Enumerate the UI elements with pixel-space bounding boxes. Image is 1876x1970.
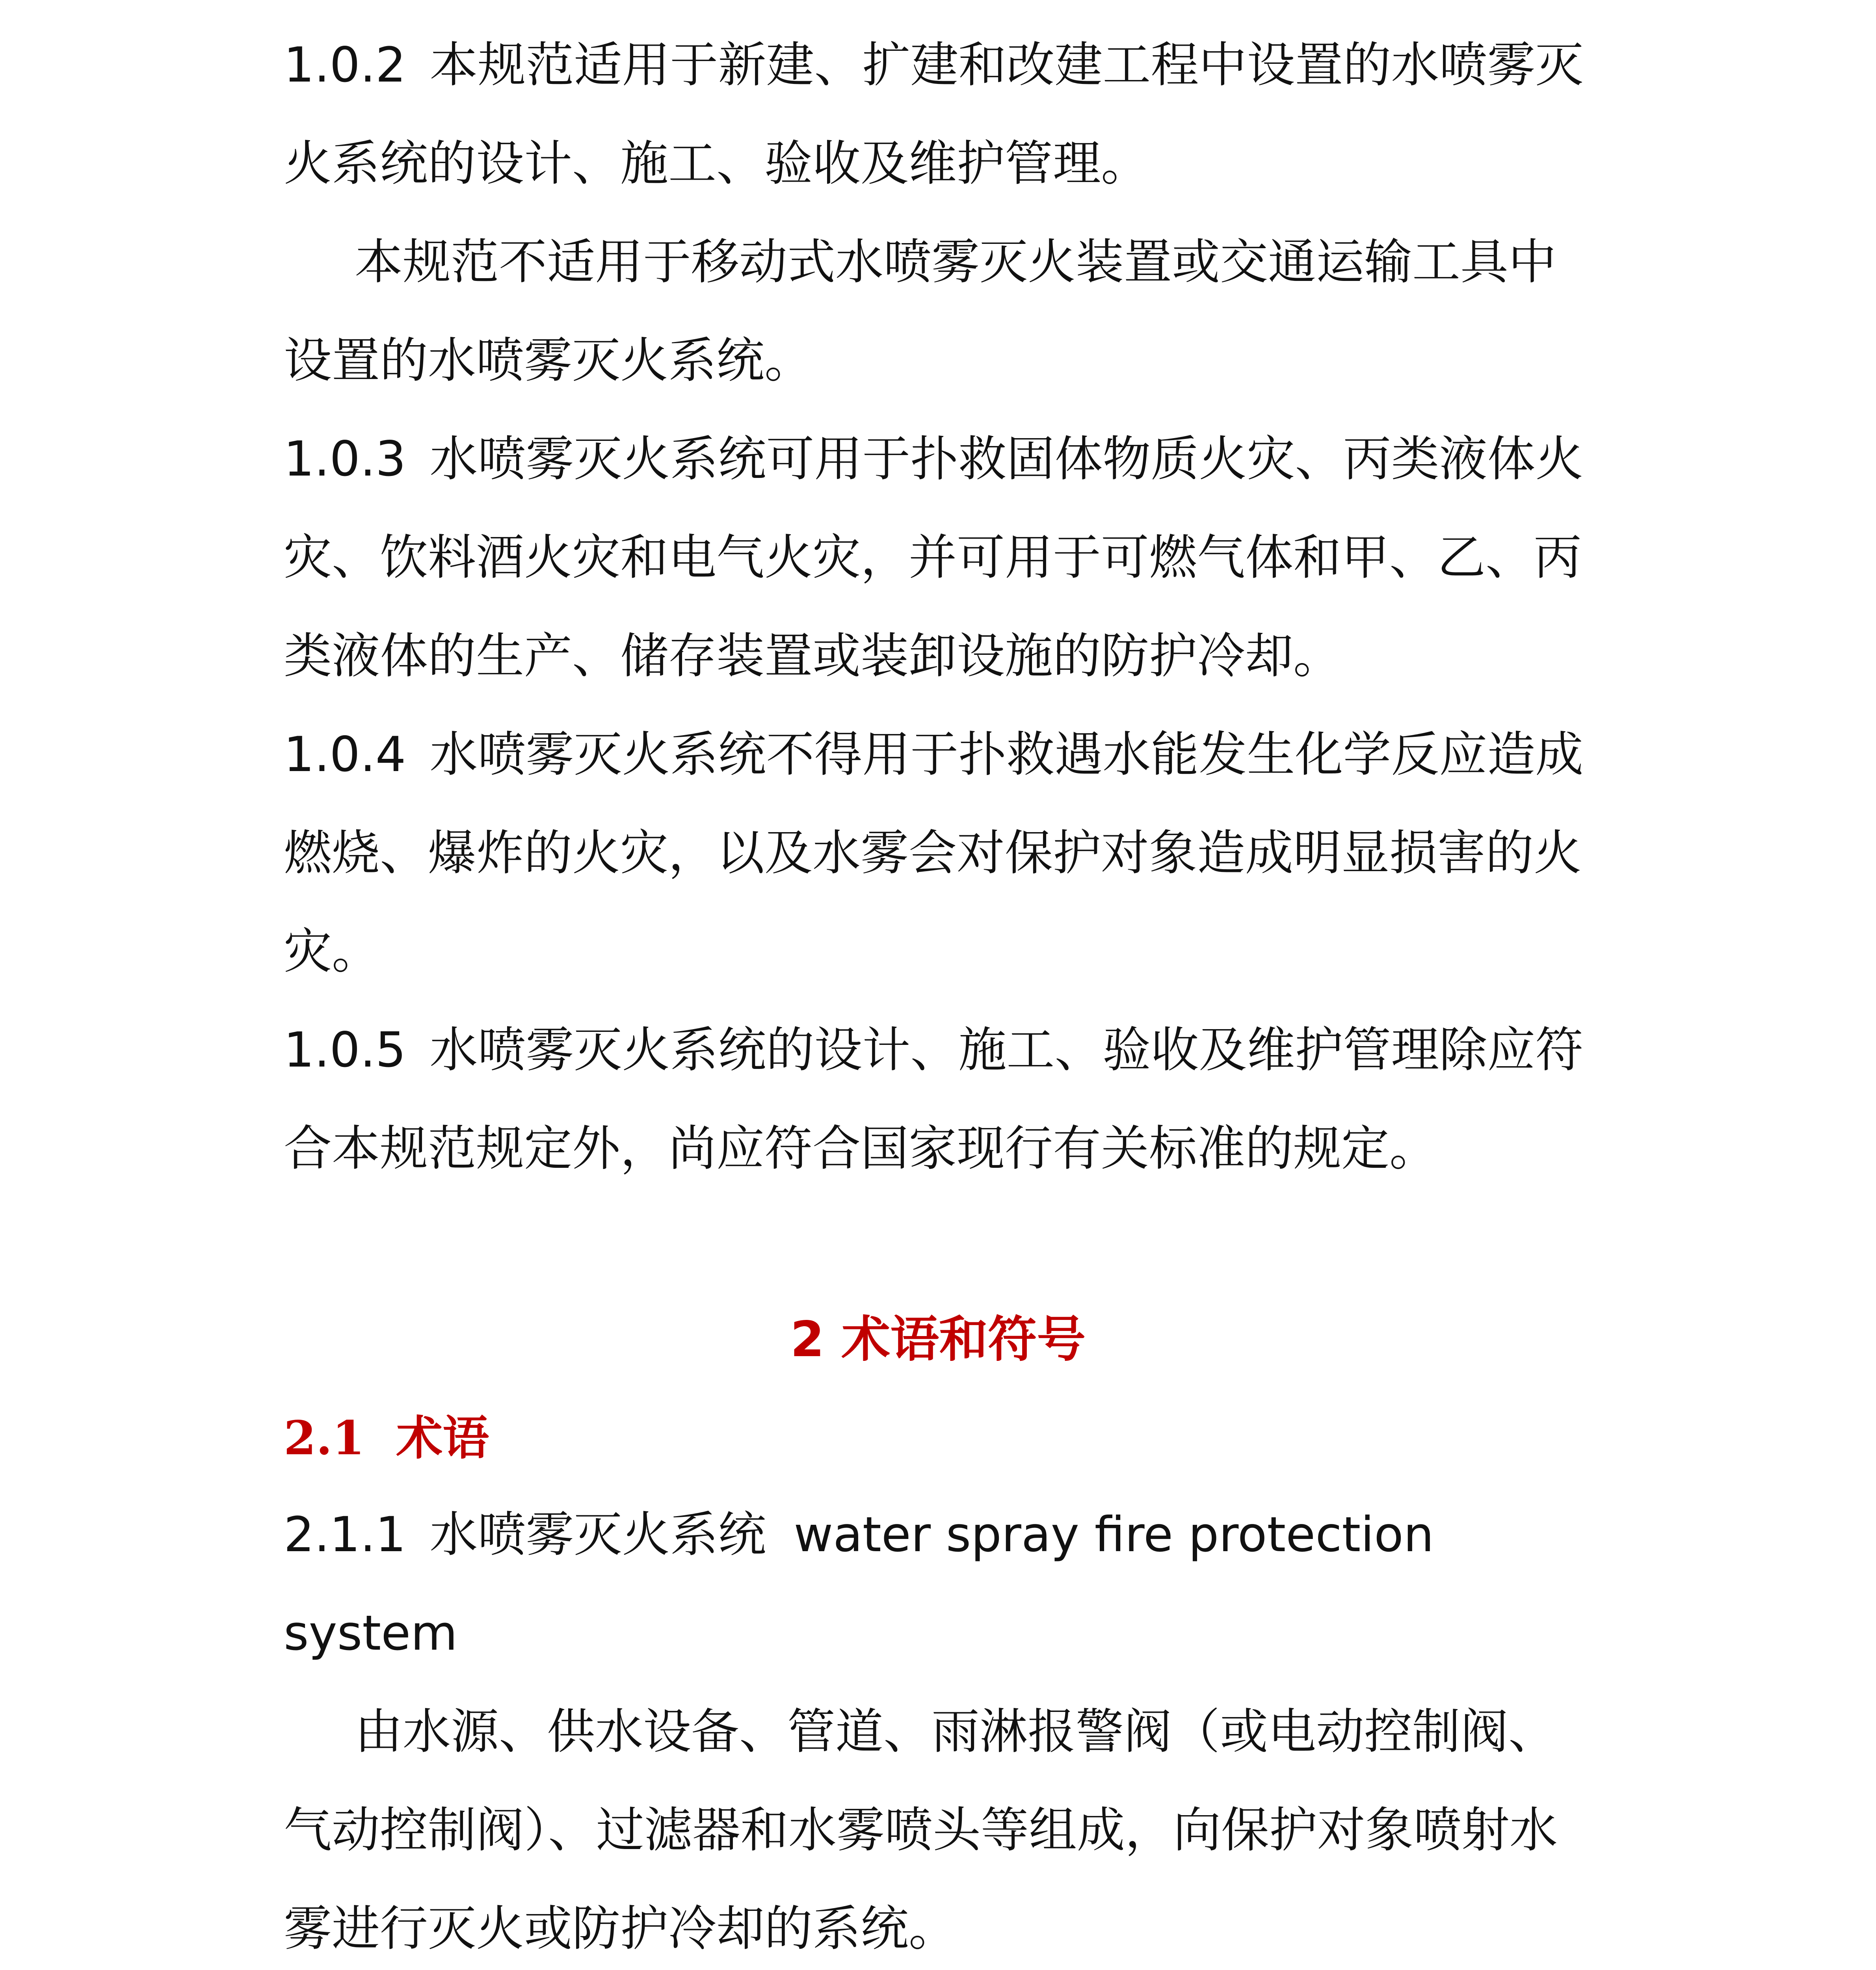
section-name: 术语 bbox=[396, 1411, 489, 1465]
terms-block bbox=[284, 1485, 1600, 1970]
clause-1-0-4 bbox=[284, 705, 1600, 1001]
clauses-block bbox=[284, 16, 1600, 1198]
clause-text: 水喷雾灭火系统的设计、施工、验收及维护管理除应符合本规范规定外，尚应符合国家现行有关标准的规定。 bbox=[284, 1022, 1584, 1176]
chapter-title: 2 术语和符号 bbox=[790, 1311, 1086, 1368]
clause-text: 水喷雾灭火系统不得用于扑救遇水能发生化学反应造成燃烧、爆炸的火灾，以及水雾会对保护对象造成明显损害的火灾。 bbox=[284, 727, 1584, 979]
clause-number: 1.0.4 bbox=[284, 727, 406, 782]
clause-number: 1.0.2 bbox=[284, 37, 406, 93]
section-number: 2.1 bbox=[284, 1411, 365, 1465]
term-name: 水喷雾灭火系统 bbox=[429, 1507, 766, 1563]
term-definition-2-1-1 bbox=[284, 1682, 1600, 1970]
term-definition: 由水源、供水设备、管道、雨淋报警阀（或电动控制阀、气动控制阀）、过滤器和水雾喷头等组成，向保护对象喷射水雾进行灭火或防护冷却的系统。 bbox=[284, 1704, 1558, 1957]
section-title bbox=[284, 1399, 489, 1478]
clause-text: 本规范不适用于移动式水喷雾灭火装置或交通运输工具中设置的水喷雾灭火系统。 bbox=[284, 234, 1556, 388]
clause-number: 1.0.5 bbox=[284, 1022, 406, 1078]
clause-text: 本规范适用于新建、扩建和改建工程中设置的水喷雾灭火系统的设计、施工、验收及维护管理。 bbox=[284, 37, 1584, 191]
term-number: 2.1.1 bbox=[284, 1507, 406, 1563]
term-heading-2-1-1 bbox=[284, 1485, 1600, 1682]
clause-1-0-3 bbox=[284, 410, 1600, 705]
term-english: water spray fire protection system bbox=[284, 1507, 1434, 1661]
clause-text: 水喷雾灭火系统可用于扑救固体物质火灾、丙类液体火灾、饮料酒火灾和电气火灾，并可用于可燃气体和甲、乙、丙类液体的生产、储存装置或装卸设施的防护冷却。 bbox=[284, 431, 1584, 684]
clause-1-0-5 bbox=[284, 1001, 1600, 1198]
clause-number: 1.0.3 bbox=[284, 431, 406, 487]
clause-1-0-2 bbox=[284, 16, 1600, 213]
clause-1-0-2-exclusion bbox=[284, 213, 1600, 410]
